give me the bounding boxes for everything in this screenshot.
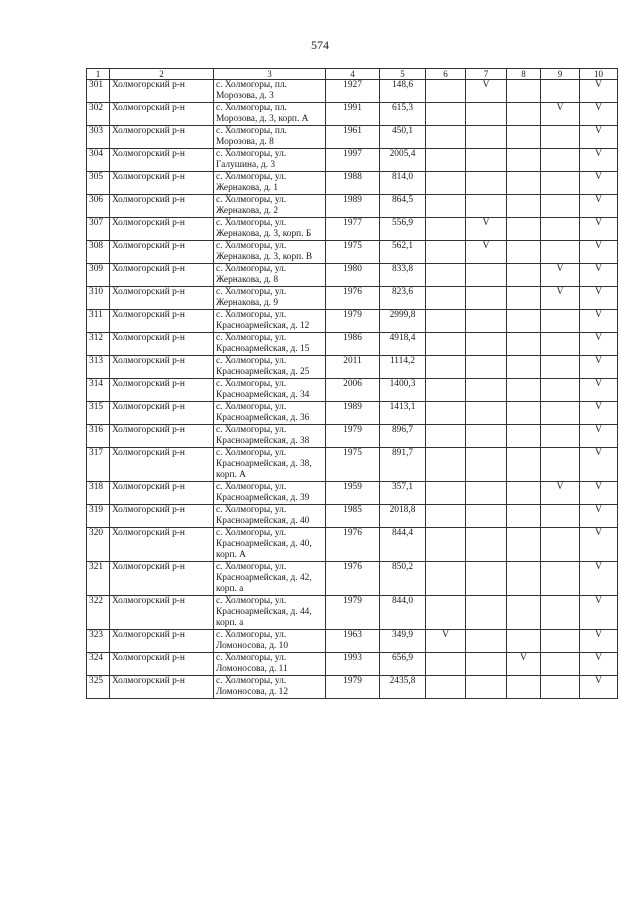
table-row	[87, 149, 618, 172]
year-cell: 1979	[326, 676, 380, 699]
col10-mark-cell: V	[580, 149, 618, 172]
column-header: 6	[426, 69, 466, 80]
area-cell: 833,8	[380, 264, 426, 287]
area-cell: 1114,2	[380, 356, 426, 379]
table-row	[87, 505, 618, 528]
col6-mark-cell	[426, 126, 466, 149]
year-cell: 1979	[326, 425, 380, 448]
col8-mark-cell	[507, 287, 541, 310]
district-cell: Холмогорский р-н	[110, 562, 214, 596]
table-row	[87, 425, 618, 448]
col8-mark-cell	[507, 562, 541, 596]
table-row	[87, 103, 618, 126]
table-row	[87, 402, 618, 425]
col6-mark-cell	[426, 448, 466, 482]
col10-mark-cell: V	[580, 402, 618, 425]
col8-mark-cell	[507, 103, 541, 126]
area-cell: 844,4	[380, 528, 426, 562]
col8-mark-cell	[507, 379, 541, 402]
table-row	[87, 676, 618, 699]
col7-mark-cell	[466, 448, 507, 482]
page-number: 574	[311, 38, 329, 52]
district-cell: Холмогорский р-н	[110, 264, 214, 287]
address-cell: с. Холмогоры, ул. Ломоносова, д. 11	[214, 653, 326, 676]
year-cell: 1980	[326, 264, 380, 287]
col8-mark-cell	[507, 126, 541, 149]
table-row	[87, 562, 618, 596]
col6-mark-cell	[426, 528, 466, 562]
area-cell: 148,6	[380, 80, 426, 103]
col10-mark-cell: V	[580, 562, 618, 596]
district-cell: Холмогорский р-н	[110, 126, 214, 149]
col6-mark-cell	[426, 310, 466, 333]
col9-mark-cell	[541, 653, 580, 676]
year-cell: 1988	[326, 172, 380, 195]
col10-mark-cell: V	[580, 676, 618, 699]
district-cell: Холмогорский р-н	[110, 653, 214, 676]
table-row	[87, 310, 618, 333]
col8-mark-cell	[507, 241, 541, 264]
year-cell: 1959	[326, 482, 380, 505]
year-cell: 1963	[326, 630, 380, 653]
area-cell: 896,7	[380, 425, 426, 448]
district-cell: Холмогорский р-н	[110, 596, 214, 630]
address-cell: с. Холмогоры, ул. Красноармейская, д. 40, корп. А	[214, 528, 326, 562]
district-cell: Холмогорский р-н	[110, 195, 214, 218]
district-cell: Холмогорский р-н	[110, 676, 214, 699]
col7-mark-cell	[466, 596, 507, 630]
address-cell: с. Холмогоры, ул. Жернакова, д. 3, корп. В	[214, 241, 326, 264]
col6-mark-cell	[426, 482, 466, 505]
table-row	[87, 172, 618, 195]
col9-mark-cell	[541, 80, 580, 103]
column-header: 5	[380, 69, 426, 80]
district-cell: Холмогорский р-н	[110, 172, 214, 195]
area-cell: 2435,8	[380, 676, 426, 699]
year-cell: 1976	[326, 528, 380, 562]
district-cell: Холмогорский р-н	[110, 103, 214, 126]
col7-mark-cell	[466, 287, 507, 310]
year-cell: 1977	[326, 218, 380, 241]
col6-mark-cell	[426, 505, 466, 528]
year-cell: 1989	[326, 195, 380, 218]
col7-mark-cell	[466, 482, 507, 505]
area-cell: 814,0	[380, 172, 426, 195]
row-number-cell: 324	[87, 653, 110, 676]
table-row	[87, 333, 618, 356]
table-row	[87, 448, 618, 482]
col7-mark-cell	[466, 676, 507, 699]
col8-mark-cell	[507, 356, 541, 379]
address-cell: с. Холмогоры, ул. Красноармейская, д. 44, корп. а	[214, 596, 326, 630]
row-number-cell: 323	[87, 630, 110, 653]
table-row	[87, 195, 618, 218]
row-number-cell: 322	[87, 596, 110, 630]
table-row	[87, 126, 618, 149]
district-cell: Холмогорский р-н	[110, 218, 214, 241]
address-cell: с. Холмогоры, ул. Красноармейская, д. 40	[214, 505, 326, 528]
area-cell: 556,9	[380, 218, 426, 241]
col9-mark-cell	[541, 218, 580, 241]
col10-mark-cell: V	[580, 425, 618, 448]
district-cell: Холмогорский р-н	[110, 287, 214, 310]
area-cell: 562,1	[380, 241, 426, 264]
col6-mark-cell	[426, 379, 466, 402]
address-cell: с. Холмогоры, ул. Жернакова, д. 3, корп. Б	[214, 218, 326, 241]
col8-mark-cell	[507, 596, 541, 630]
address-cell: с. Холмогоры, ул. Красноармейская, д. 39	[214, 482, 326, 505]
column-header: 2	[110, 69, 214, 80]
col6-mark-cell	[426, 562, 466, 596]
col7-mark-cell	[466, 126, 507, 149]
col6-mark-cell	[426, 103, 466, 126]
col8-mark-cell	[507, 149, 541, 172]
district-cell: Холмогорский р-н	[110, 630, 214, 653]
col10-mark-cell: V	[580, 379, 618, 402]
col7-mark-cell: V	[466, 218, 507, 241]
col6-mark-cell	[426, 195, 466, 218]
col9-mark-cell	[541, 630, 580, 653]
year-cell: 1989	[326, 402, 380, 425]
table-row	[87, 596, 618, 630]
area-cell: 4918,4	[380, 333, 426, 356]
address-cell: с. Холмогоры, ул. Красноармейская, д. 38	[214, 425, 326, 448]
col10-mark-cell: V	[580, 241, 618, 264]
col7-mark-cell	[466, 310, 507, 333]
col6-mark-cell	[426, 287, 466, 310]
col10-mark-cell: V	[580, 333, 618, 356]
area-cell: 2018,8	[380, 505, 426, 528]
col9-mark-cell: V	[541, 103, 580, 126]
col6-mark-cell: V	[426, 630, 466, 653]
area-cell: 2999,8	[380, 310, 426, 333]
col6-mark-cell	[426, 149, 466, 172]
column-header: 10	[580, 69, 618, 80]
col6-mark-cell	[426, 172, 466, 195]
col9-mark-cell	[541, 172, 580, 195]
col9-mark-cell: V	[541, 264, 580, 287]
col6-mark-cell	[426, 264, 466, 287]
address-cell: с. Холмогоры, ул. Жернакова, д. 9	[214, 287, 326, 310]
col10-mark-cell: V	[580, 653, 618, 676]
col9-mark-cell	[541, 596, 580, 630]
row-number-cell: 309	[87, 264, 110, 287]
col8-mark-cell	[507, 630, 541, 653]
col9-mark-cell	[541, 241, 580, 264]
area-cell: 844,0	[380, 596, 426, 630]
col9-mark-cell: V	[541, 287, 580, 310]
table-row	[87, 264, 618, 287]
column-header: 9	[541, 69, 580, 80]
year-cell: 1976	[326, 287, 380, 310]
col10-mark-cell: V	[580, 310, 618, 333]
col6-mark-cell	[426, 596, 466, 630]
row-number-cell: 317	[87, 448, 110, 482]
col8-mark-cell	[507, 264, 541, 287]
col9-mark-cell	[541, 356, 580, 379]
col9-mark-cell	[541, 310, 580, 333]
col7-mark-cell	[466, 505, 507, 528]
area-cell: 823,6	[380, 287, 426, 310]
district-cell: Холмогорский р-н	[110, 356, 214, 379]
row-number-cell: 316	[87, 425, 110, 448]
row-number-cell: 319	[87, 505, 110, 528]
column-header: 8	[507, 69, 541, 80]
col10-mark-cell: V	[580, 528, 618, 562]
year-cell: 1976	[326, 562, 380, 596]
area-cell: 864,5	[380, 195, 426, 218]
col9-mark-cell	[541, 505, 580, 528]
row-number-cell: 325	[87, 676, 110, 699]
area-cell: 656,9	[380, 653, 426, 676]
col7-mark-cell	[466, 172, 507, 195]
header-row	[87, 69, 618, 80]
address-cell: с. Холмогоры, пл. Морозова, д. 3, корп. А	[214, 103, 326, 126]
col8-mark-cell	[507, 425, 541, 448]
area-cell: 2005,4	[380, 149, 426, 172]
address-cell: с. Холмогоры, ул. Красноармейская, д. 12	[214, 310, 326, 333]
year-cell: 1961	[326, 126, 380, 149]
address-cell: с. Холмогоры, ул. Жернакова, д. 2	[214, 195, 326, 218]
table-row	[87, 241, 618, 264]
row-number-cell: 315	[87, 402, 110, 425]
table-row	[87, 482, 618, 505]
col9-mark-cell	[541, 676, 580, 699]
col6-mark-cell	[426, 356, 466, 379]
col10-mark-cell: V	[580, 596, 618, 630]
col6-mark-cell	[426, 80, 466, 103]
col8-mark-cell	[507, 195, 541, 218]
area-cell: 850,2	[380, 562, 426, 596]
row-number-cell: 311	[87, 310, 110, 333]
col9-mark-cell	[541, 195, 580, 218]
col10-mark-cell: V	[580, 264, 618, 287]
col8-mark-cell	[507, 676, 541, 699]
col10-mark-cell: V	[580, 126, 618, 149]
row-number-cell: 318	[87, 482, 110, 505]
area-cell: 1400,3	[380, 379, 426, 402]
table-body	[87, 80, 618, 699]
year-cell: 1986	[326, 333, 380, 356]
col8-mark-cell	[507, 172, 541, 195]
year-cell: 2006	[326, 379, 380, 402]
col7-mark-cell	[466, 379, 507, 402]
district-cell: Холмогорский р-н	[110, 448, 214, 482]
col7-mark-cell	[466, 630, 507, 653]
col7-mark-cell	[466, 333, 507, 356]
district-cell: Холмогорский р-н	[110, 333, 214, 356]
address-cell: с. Холмогоры, ул. Жернакова, д. 1	[214, 172, 326, 195]
address-cell: с. Холмогоры, пл. Морозова, д. 3	[214, 80, 326, 103]
col9-mark-cell	[541, 528, 580, 562]
col9-mark-cell	[541, 402, 580, 425]
col7-mark-cell	[466, 356, 507, 379]
year-cell: 1979	[326, 596, 380, 630]
year-cell: 2011	[326, 356, 380, 379]
area-cell: 349,9	[380, 630, 426, 653]
address-cell: с. Холмогоры, ул. Красноармейская, д. 34	[214, 379, 326, 402]
district-cell: Холмогорский р-н	[110, 505, 214, 528]
row-number-cell: 304	[87, 149, 110, 172]
table-row	[87, 653, 618, 676]
district-cell: Холмогорский р-н	[110, 310, 214, 333]
col10-mark-cell: V	[580, 80, 618, 103]
col8-mark-cell	[507, 505, 541, 528]
col9-mark-cell: V	[541, 482, 580, 505]
col9-mark-cell	[541, 126, 580, 149]
col8-mark-cell	[507, 80, 541, 103]
col9-mark-cell	[541, 562, 580, 596]
col9-mark-cell	[541, 425, 580, 448]
address-cell: с. Холмогоры, ул. Красноармейская, д. 25	[214, 356, 326, 379]
col9-mark-cell	[541, 448, 580, 482]
col6-mark-cell	[426, 218, 466, 241]
area-cell: 357,1	[380, 482, 426, 505]
area-cell: 891,7	[380, 448, 426, 482]
col7-mark-cell: V	[466, 80, 507, 103]
district-cell: Холмогорский р-н	[110, 379, 214, 402]
col7-mark-cell	[466, 402, 507, 425]
col8-mark-cell	[507, 448, 541, 482]
col10-mark-cell: V	[580, 630, 618, 653]
housing-register-table	[86, 68, 618, 699]
col7-mark-cell	[466, 653, 507, 676]
table-row	[87, 287, 618, 310]
row-number-cell: 303	[87, 126, 110, 149]
district-cell: Холмогорский р-н	[110, 425, 214, 448]
col7-mark-cell	[466, 425, 507, 448]
col8-mark-cell	[507, 482, 541, 505]
row-number-cell: 308	[87, 241, 110, 264]
col7-mark-cell: V	[466, 241, 507, 264]
table-row	[87, 218, 618, 241]
row-number-cell: 302	[87, 103, 110, 126]
row-number-cell: 313	[87, 356, 110, 379]
district-cell: Холмогорский р-н	[110, 241, 214, 264]
district-cell: Холмогорский р-н	[110, 482, 214, 505]
column-header: 1	[87, 69, 110, 80]
address-cell: с. Холмогоры, ул. Ломоносова, д. 10	[214, 630, 326, 653]
col9-mark-cell	[541, 149, 580, 172]
row-number-cell: 306	[87, 195, 110, 218]
district-cell: Холмогорский р-н	[110, 149, 214, 172]
col8-mark-cell	[507, 310, 541, 333]
row-number-cell: 321	[87, 562, 110, 596]
col10-mark-cell: V	[580, 195, 618, 218]
col10-mark-cell: V	[580, 218, 618, 241]
col7-mark-cell	[466, 103, 507, 126]
row-number-cell: 310	[87, 287, 110, 310]
year-cell: 1993	[326, 653, 380, 676]
row-number-cell: 307	[87, 218, 110, 241]
row-number-cell: 314	[87, 379, 110, 402]
col9-mark-cell	[541, 379, 580, 402]
col10-mark-cell: V	[580, 103, 618, 126]
table-row	[87, 80, 618, 103]
col10-mark-cell: V	[580, 505, 618, 528]
column-header: 4	[326, 69, 380, 80]
col8-mark-cell	[507, 528, 541, 562]
district-cell: Холмогорский р-н	[110, 80, 214, 103]
col10-mark-cell: V	[580, 287, 618, 310]
column-header: 7	[466, 69, 507, 80]
table-row	[87, 528, 618, 562]
address-cell: с. Холмогоры, ул. Красноармейская, д. 36	[214, 402, 326, 425]
row-number-cell: 305	[87, 172, 110, 195]
address-cell: с. Холмогоры, ул. Красноармейская, д. 15	[214, 333, 326, 356]
col8-mark-cell	[507, 402, 541, 425]
col8-mark-cell: V	[507, 653, 541, 676]
address-cell: с. Холмогоры, ул. Жернакова, д. 8	[214, 264, 326, 287]
address-cell: с. Холмогоры, пл. Морозова, д. 8	[214, 126, 326, 149]
row-number-cell: 301	[87, 80, 110, 103]
district-cell: Холмогорский р-н	[110, 402, 214, 425]
column-header: 3	[214, 69, 326, 80]
col7-mark-cell	[466, 528, 507, 562]
area-cell: 615,3	[380, 103, 426, 126]
address-cell: с. Холмогоры, ул. Ломоносова, д. 12	[214, 676, 326, 699]
area-cell: 1413,1	[380, 402, 426, 425]
area-cell: 450,1	[380, 126, 426, 149]
year-cell: 1927	[326, 80, 380, 103]
col7-mark-cell	[466, 195, 507, 218]
year-cell: 1985	[326, 505, 380, 528]
table-row	[87, 379, 618, 402]
col10-mark-cell: V	[580, 482, 618, 505]
col6-mark-cell	[426, 241, 466, 264]
address-cell: с. Холмогоры, ул. Красноармейская, д. 42, корп. а	[214, 562, 326, 596]
table-row	[87, 356, 618, 379]
year-cell: 1997	[326, 149, 380, 172]
col7-mark-cell	[466, 149, 507, 172]
year-cell: 1979	[326, 310, 380, 333]
address-cell: с. Холмогоры, ул. Красноармейская, д. 38, корп. А	[214, 448, 326, 482]
table-row	[87, 630, 618, 653]
col9-mark-cell	[541, 333, 580, 356]
col6-mark-cell	[426, 653, 466, 676]
col10-mark-cell: V	[580, 172, 618, 195]
col10-mark-cell: V	[580, 356, 618, 379]
row-number-cell: 320	[87, 528, 110, 562]
col7-mark-cell	[466, 264, 507, 287]
col8-mark-cell	[507, 218, 541, 241]
year-cell: 1975	[326, 241, 380, 264]
col6-mark-cell	[426, 333, 466, 356]
col6-mark-cell	[426, 676, 466, 699]
col8-mark-cell	[507, 333, 541, 356]
district-cell: Холмогорский р-н	[110, 528, 214, 562]
col7-mark-cell	[466, 562, 507, 596]
row-number-cell: 312	[87, 333, 110, 356]
col6-mark-cell	[426, 402, 466, 425]
col10-mark-cell: V	[580, 448, 618, 482]
address-cell: с. Холмогоры, ул. Галушина, д. 3	[214, 149, 326, 172]
col6-mark-cell	[426, 425, 466, 448]
year-cell: 1975	[326, 448, 380, 482]
year-cell: 1991	[326, 103, 380, 126]
